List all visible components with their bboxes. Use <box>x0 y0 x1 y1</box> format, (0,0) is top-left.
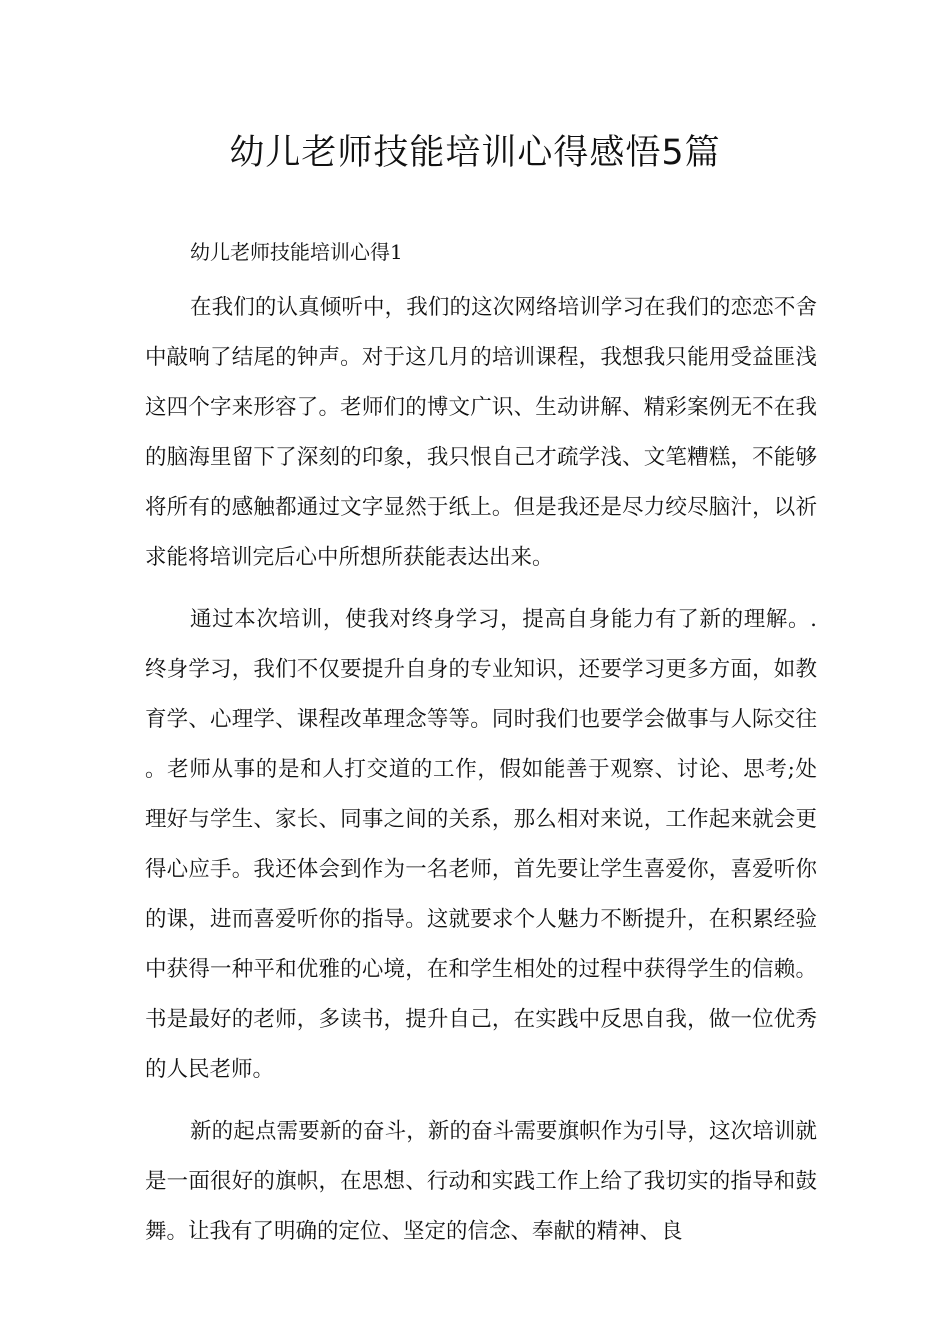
paragraph-2: 通过本次培训，使我对终身学习，提高自身能力有了新的理解。.终身学习，我们不仅要提升自身的专业知识，还要学习更多方面，如教育学、心理学、课程改革理念等等。同时我们也要学会做事与人际交往。老师从事的是和人打交道的工作，假如能善于观察、讨论、思考;处理好与学生、家长、同事之间的关系，那么相对来说，工作起来就会更得心应手。我还体会到作为一名老师，首先要让学生喜爱你，喜爱听你的课，进而喜爱听你的指导。这就要求个人魅力不断提升，在积累经验中获得一种平和优雅的心境，在和学生相处的过程中获得学生的信赖。书是最好的老师，多读书，提升自己，在实践中反思自我，做一位优秀的人民老师。 <box>145 607 817 1082</box>
paragraph-1: 在我们的认真倾听中，我们的这次网络培训学习在我们的恋恋不舍中敲响了结尾的钟声。对于这几月的培训课程，我想我只能用受益匪浅这四个字来形容了。老师们的博文广识、生动讲解、精彩案例无不在我的脑海里留下了深刻的印象，我只恨自己才疏学浅、文笔糟糕，不能够将所有的感触都通过文字显然于纸上。但是我还是尽力绞尽脑汁，以祈求能将培训完后心中所想所获能表达出来。 <box>145 295 817 570</box>
document-title: 幼儿老师技能培训心得感悟5篇 <box>229 133 721 173</box>
section-heading: 幼儿老师技能培训心得1 <box>190 240 403 264</box>
document-body <box>145 233 817 1257</box>
paragraph-3: 新的起点需要新的奋斗，新的奋斗需要旗帜作为引导，这次培训就是一面很好的旗帜，在思想、行动和实践工作上给了我切实的指导和鼓舞。让我有了明确的定位、坚定的信念、奉献的精神、良 <box>145 1119 817 1244</box>
